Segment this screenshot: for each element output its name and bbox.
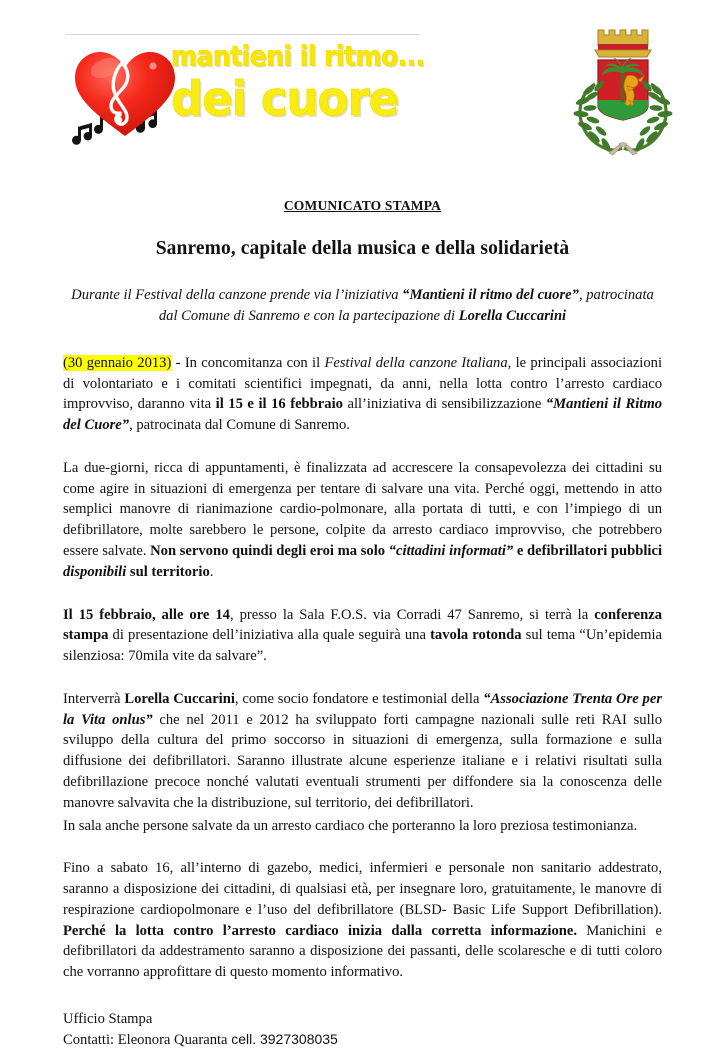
contact-line [63,1030,662,1050]
header-divider-line [66,34,420,35]
press-office-label: Ufficio Stampa [63,1011,153,1028]
heart-logo-graphic [67,40,185,152]
logo-line-1: mantieni il ritmo... [171,39,425,73]
p6-text-1: Fino a sabato 16, all’interno di gazebo, medici, infermieri e personale non sanitario addestrato, saranno a disposizione dei cittadini, di qualsiasi età, per insegnare loro, gratuitamente, le manovre di respirazione cardiopolmonare e l’uso del defibrillatore (BLSD- Basic Life Support Defibrillation). [63,860,662,918]
paragraph-gazebo [63,858,662,983]
release-date-highlight: (30 gennaio 2013) [63,354,172,371]
round-table-bold: tavola rotonda [430,627,522,644]
paragraph-awareness [63,458,662,583]
subtitle [63,285,662,327]
press-release-label: COMUNICATO STAMPA [283,198,442,213]
p3-text-3: sul tema “Un’epidemia silenziosa: 70mila vite da salvare”. [63,627,663,665]
p6-text-2: Manichini e defibrillatori da addestramento saranno a disposizione dei passanti, delle scolaresche e di tutti coloro che vorranno approfittare di questo momento informativo. [63,922,662,981]
paragraph-testimonial [63,689,662,814]
p2-text-1: La due-giorni, ricca di appuntamenti, è finalizzata ad accrescere la consapevolezza dei cittadini su come agire in situazioni di emergenza per tentare di salvare una vita. Perché oggi, mettendo in atto semplici manovre di rianimazione cardio-polmonare, alla portata di tutti, e con l’impiego di un defibrillatore, molte sarebbero le persone, colpite da arresto cardiaco improvviso, che potrebbero essere salvate. [63,459,662,559]
p4-text-1: Interverrà [63,690,125,707]
subtitle-initiative-name: “Mantieni il ritmo del cuore” [402,287,579,303]
contact-phone: cell. 3927308035 [231,1030,338,1047]
document-header [0,0,723,178]
festival-name-italic: Festival della canzone Italiana [324,354,508,371]
heart-with-clef-icon [67,40,185,152]
crown-icon [595,30,651,57]
p2-bold-3: sul territorio [126,563,210,580]
page-title: Sanremo, capitale della musica e della solidarietà [155,238,570,259]
p2-bold-1: Non servono quindi degli eroi ma solo [150,542,389,559]
clef-dot [116,117,122,123]
paragraph-intro [63,353,662,436]
lorella-cuccarini-bold: Lorella Cuccarini [124,690,235,707]
contact-name: Contatti: Eleonora Quaranta [63,1031,232,1048]
initiative-name-bolditalic: “Mantieni il Ritmo del Cuore” [63,396,662,434]
p4-text-3: che nel 2011 e 2012 ha sviluppato forti campagne nazionali sulle reti RAI sullo sviluppo della cultura del primo soccorso in situazioni di emergenza, sulla formazione e sulla diffusione dei defibrillatori. Saranno illustrate alcune esperienze italiane e i relativi risultati sulla defibrillazione precoce nonché valutati eventuali strumenti per diffondere sia la conoscenza delle manovre salvavita che la distribuzione, sul territorio, dei defibrillatori. [63,711,662,811]
p3-text-2: di presentazione dell’iniziativa alla quale seguirà una [108,627,431,644]
shield [598,58,648,120]
paragraph-press-conference [63,605,662,667]
p1-text-4: , patrocinata dal Comune di Sanremo. [129,417,350,434]
coat-of-arms-icon [565,24,681,156]
p1-text-2: , le principali associazioni di volontariato e i comitati scientifici impegnati, da anni, nella lotta contro l’arresto cardiaco improvviso, daranno vita [63,354,662,413]
p3-text-1: , presso la Sala F.O.S. via Corradi 47 Sanremo, si terrà la [229,606,595,623]
sanremo-coat-of-arms [565,24,681,156]
paragraph-survivors: In sala anche persone salvate da un arresto cardiaco che porteranno la loro preziosa testimonianza. [63,817,638,834]
p1-text-3: all’iniziativa di sensibilizzazione [342,396,546,413]
p2-bold-2: e defibrillatori pubblici [513,542,663,559]
event-dates-bold: il 15 e il 16 febbraio [215,396,343,413]
press-office-contacts [63,1009,662,1050]
p2-italic-available: disponibili [63,563,127,580]
press-conference-bold: conferenza stampa [63,606,662,644]
subtitle-line1-comma: , [578,287,583,303]
campaign-logo [63,38,423,158]
correct-information-bold: Perché la lotta contro l’arresto cardiaco inizia dalla corretta informazione. [63,922,577,939]
subtitle-testimonial-name: Lorella Cuccarini [458,307,567,324]
subtitle-line2-text: patrocinata dal Comune di Sanremo e con la partecipazione di [158,287,654,324]
informed-citizens-quote: “cittadini informati” [388,542,514,559]
p4-text-2: , come socio fondatore e testimonial della [234,690,484,707]
p1-text-1: - In concomitanza con il [171,354,325,371]
association-name-bolditalic: “Associazione Trenta Ore per la Vita onlus” [63,690,663,728]
conference-datetime-bold: Il 15 febbraio, alle ore 14 [63,606,230,623]
p2-text-2: . [209,563,214,580]
logo-wordmark [171,39,425,127]
subtitle-line1-text: Durante il Festival della canzone prende via l’iniziativa [71,287,403,303]
logo-line-2: dei cuore [171,70,399,127]
document-body [63,178,662,1050]
